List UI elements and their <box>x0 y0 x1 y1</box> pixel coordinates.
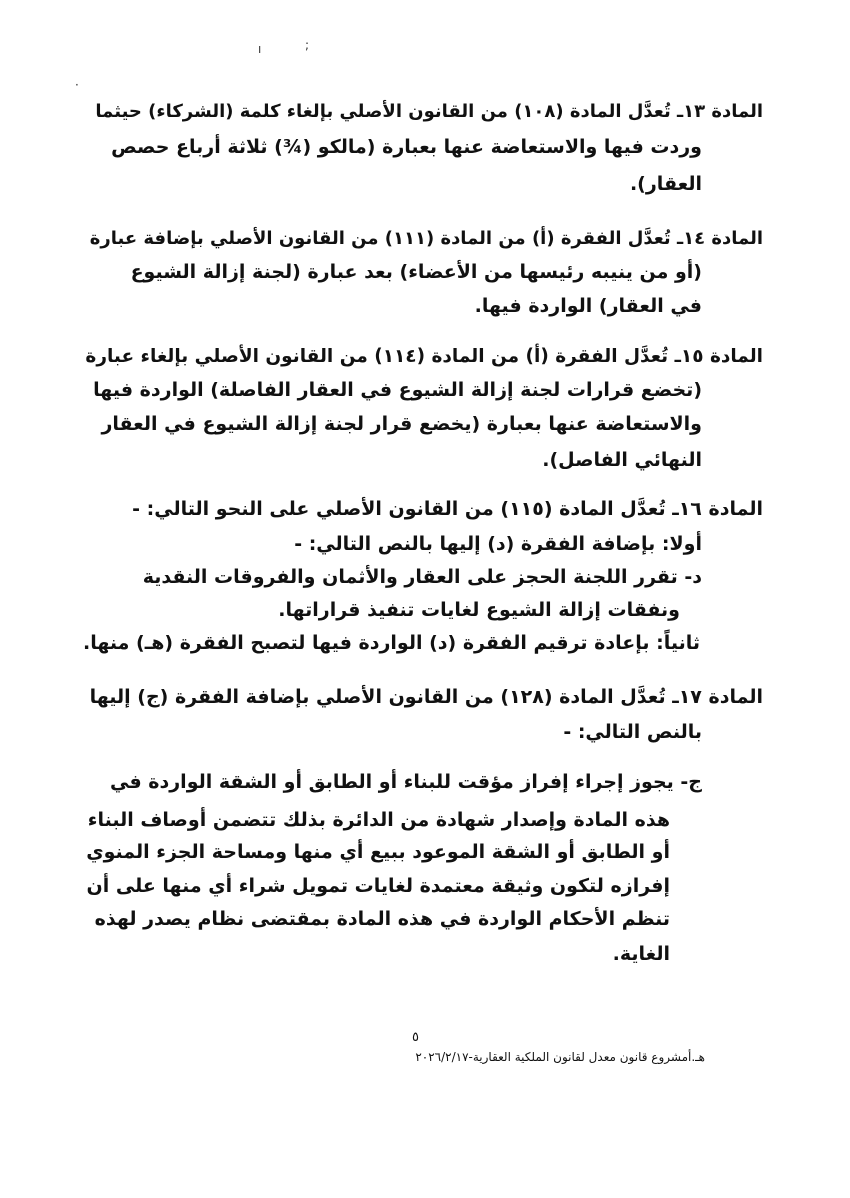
article-14-line-3: في العقار) الواردة فيها. <box>474 295 702 317</box>
paragraph-c-line-2: هذه المادة وإصدار شهادة من الدائرة بذلك تتضمن أوصاف البناء <box>87 809 670 831</box>
scan-speck: ; <box>305 38 310 52</box>
article-14-line-2: (أو من ينيبه رئيسها من الأعضاء) بعد عبارة (لجنة إزالة الشيوع <box>130 261 702 283</box>
article-13-line-1: المادة ١٣ـ تُعدَّل المادة (١٠٨) من القانون الأصلي بإلغاء كلمة (الشركاء) حيثما <box>95 101 763 122</box>
article-15-line-4: النهائي الفاصل). <box>542 449 702 471</box>
article-17-line-2: بالنص التالي: - <box>563 721 702 743</box>
paragraph-c-line-4: إفرازه لتكون وثيقة معتمدة لغايات تمويل شراء أي منها على أن <box>86 875 670 897</box>
paragraph-c-line-5: تنظم الأحكام الواردة في هذه المادة بمقتضى نظام يصدر لهذه <box>94 908 670 930</box>
article-13-line-3: العقار). <box>629 173 702 195</box>
article-16-line-5: ثانياً: بإعادة ترقيم الفقرة (د) الواردة فيها لتصبح الفقرة (هـ) منها. <box>83 632 700 654</box>
article-13-line-2: وردت فيها والاستعاضة عنها بعبارة (مالكو (¾) ثلاثة أرباع حصص <box>111 136 702 158</box>
article-16-line-2: أولا: بإضافة الفقرة (د) إليها بالنص التالي: - <box>294 533 702 555</box>
article-14-line-1: المادة ١٤ـ تُعدَّل الفقرة (أ) من المادة (١١١) من القانون الأصلي بإضافة عبارة <box>89 228 763 249</box>
article-16-line-1: المادة ١٦ـ تُعدَّل المادة (١١٥) من القانون الأصلي على النحو التالي: - <box>132 498 763 520</box>
scan-speck: · <box>75 78 79 92</box>
paragraph-c-line-1: ج- يجوز إجراء إفراز مؤقت للبناء أو الطابق أو الشقة الواردة في <box>110 771 702 793</box>
article-15-line-1: المادة ١٥ـ تُعدَّل الفقرة (أ) من المادة (١١٤) من القانون الأصلي بإلغاء عبارة <box>85 346 763 367</box>
paragraph-c-line-3: أو الطابق أو الشقة الموعود ببيع أي منها ومساحة الجزء المنوي <box>86 841 670 863</box>
footer-reference: هـ.أمشروع قانون معدل لقانون الملكية العقارية-٢٠٢٦/٢/١٧ <box>415 1050 705 1064</box>
article-15-line-3: والاستعاضة عنها بعبارة (يخضع قرار لجنة إزالة الشيوع في العقار <box>101 413 702 435</box>
scan-speck: ı <box>258 42 262 56</box>
article-16-line-3: د- تقرر اللجنة الحجز على العقار والأثمان والفروقات النقدية <box>142 566 702 588</box>
article-16-line-4: ونفقات إزالة الشيوع لغايات تنفيذ قراراتها. <box>278 599 680 621</box>
article-17-line-1: المادة ١٧ـ تُعدَّل المادة (١٢٨) من القانون الأصلي بإضافة الفقرة (ج) إليها <box>89 686 763 708</box>
paragraph-c-line-6: الغاية. <box>612 943 670 965</box>
article-15-line-2: (تخضع قرارات لجنة إزالة الشيوع في العقار الفاصلة) الواردة فيها <box>93 379 702 401</box>
page-number: ٥ <box>412 1030 419 1045</box>
